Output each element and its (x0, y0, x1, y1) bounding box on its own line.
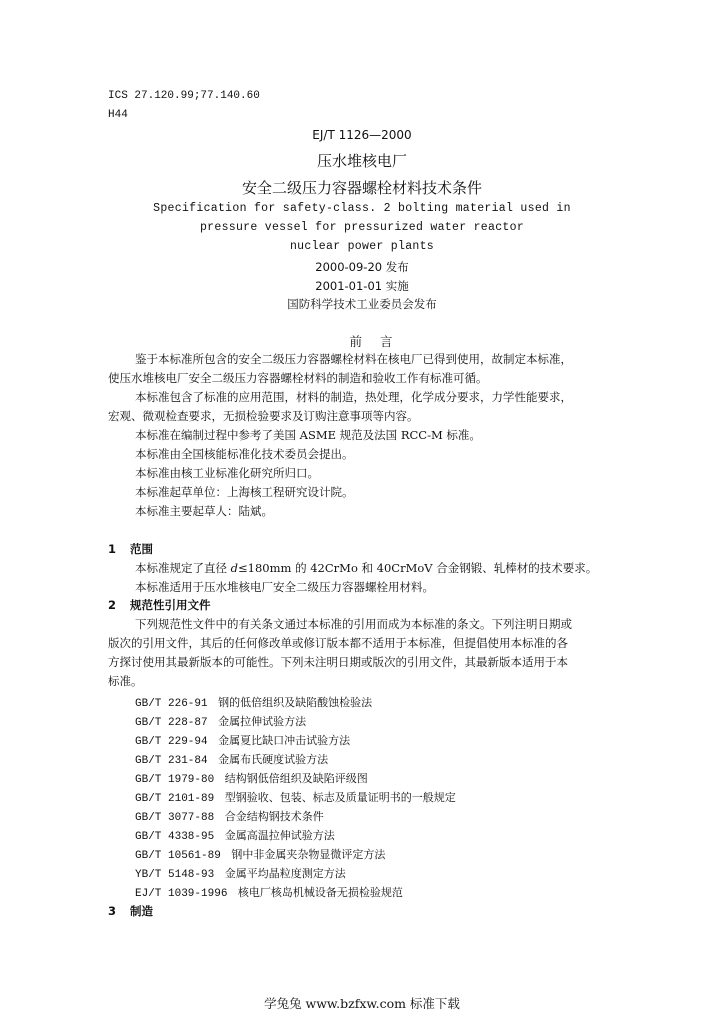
section-2-line: 下列规范性文件中的有关条文通过本标准的引用而成为本标准的条文。下列注明日期或 (135, 617, 572, 631)
reference-code: GB/T 10561-89 (135, 850, 221, 862)
reference-name: 金属平均晶粒度测定方法 (224, 867, 346, 880)
reference-item (135, 694, 372, 710)
reference-item (135, 884, 403, 900)
reference-item (135, 751, 328, 767)
english-title-line-1: Specification for safety-class. 2 bolting material used in (153, 202, 571, 215)
title-line-2: 安全二级压力容器螺栓材料技术条件 (241, 179, 482, 197)
foreword-line: 使压水堆核电厂安全二级压力容器螺栓材料的制造和验收工作有标准可循。 (108, 371, 488, 385)
foreword-line: 鉴于本标准所包含的安全二级压力容器螺栓材料在核电厂已得到使用，故制定本标准， (135, 352, 572, 366)
foreword-line: 本标准在编制过程中参考了美国 ASME 规范及法国 RCC-M 标准。 (135, 428, 481, 442)
reference-name: 合金结构钢技术条件 (224, 810, 324, 823)
reference-name: 钢中非金属夹杂物显微评定方法 (231, 848, 386, 861)
reference-name: 核电厂核岛机械设备无损检验规范 (237, 886, 403, 899)
foreword-line: 本标准起草单位：上海核工程研究设计院。 (135, 485, 354, 499)
reference-item (135, 732, 350, 748)
section-title: 制造 (130, 904, 153, 918)
reference-item (135, 789, 456, 805)
section-number: 1 (108, 542, 117, 556)
reference-code: GB/T 1979-80 (135, 774, 215, 786)
diameter-symbol: d (230, 561, 239, 575)
foreword-line: 本标准由核工业标准化研究所归口。 (135, 466, 319, 480)
reference-code: YB/T 5148-93 (135, 869, 215, 881)
reference-name: 结构钢低倍组织及缺陷评级图 (224, 772, 368, 785)
publisher: 国防科学技术工业委员会发布 (287, 297, 437, 311)
standard-number: EJ/T 1126—2000 (312, 128, 412, 142)
text-segment: ≤180mm 的 42CrMo 和 40CrMoV 合金钢锻、轧棒材的技术要求。 (238, 561, 598, 575)
title-line-1: 压水堆核电厂 (316, 152, 407, 170)
reference-code: GB/T 228-87 (135, 717, 208, 729)
reference-item (135, 713, 306, 729)
section-number: 3 (108, 904, 117, 918)
section-2-line: 版次的引用文件，其后的任何修改单或修订版本都不适用于本标准，但提倡使用本标准的各 (108, 636, 568, 650)
section-1-line: 本标准适用于压水堆核电厂安全二级压力容器螺栓用材料。 (135, 580, 434, 594)
reference-name: 金属布氏硬度试验方法 (218, 753, 329, 766)
foreword-line: 宏观、微观检查要求，无损检验要求及订购注意事项等内容。 (108, 409, 419, 423)
section-1-line (135, 559, 597, 578)
reference-item (135, 846, 385, 862)
section-3-heading (108, 903, 153, 919)
section-title: 范围 (130, 542, 153, 556)
reference-code: GB/T 231-84 (135, 755, 208, 767)
reference-name: 金属夏比缺口冲击试验方法 (218, 734, 351, 747)
reference-item (135, 827, 335, 843)
effective-date: 2001-01-01 实施 (315, 279, 409, 293)
reference-item (135, 808, 324, 824)
reference-name: 金属拉伸试验方法 (218, 715, 307, 728)
reference-item (135, 770, 368, 786)
reference-code: GB/T 229-94 (135, 736, 208, 748)
classification-code: H44 (108, 109, 128, 121)
english-title-line-2: pressure vessel for pressurized water reactor (199, 221, 525, 234)
foreword-line: 本标准包含了标准的应用范围，材料的制造，热处理，化学成分要求，力学性能要求， (135, 390, 572, 404)
section-1-heading (108, 541, 153, 557)
foreword-heading: 前言 (349, 334, 411, 349)
section-title: 规范性引用文件 (130, 598, 211, 612)
section-number: 2 (108, 598, 117, 612)
text-segment: 本标准规定了直径 (135, 561, 231, 575)
foreword-line: 本标准由全国核能标准化技术委员会提出。 (135, 447, 354, 461)
reference-name: 型钢验收、包装、标志及质量证明书的一般规定 (224, 791, 456, 804)
ics-code: ICS 27.120.99;77.140.60 (108, 90, 260, 102)
reference-code: GB/T 226-91 (135, 698, 208, 710)
section-2-heading (108, 597, 211, 613)
reference-name: 钢的低倍组织及缺陷酸蚀检验法 (218, 696, 373, 709)
reference-code: GB/T 3077-88 (135, 812, 215, 824)
release-date: 2000-09-20 发布 (315, 260, 409, 274)
reference-item (135, 865, 346, 881)
reference-code: GB/T 4338-95 (135, 831, 215, 843)
english-title-line-3: nuclear power plants (289, 240, 435, 253)
footer-watermark[interactable]: 学兔兔 www.bzfxw.com 标准下载 (264, 996, 460, 1011)
foreword-line: 本标准主要起草人：陆斌。 (135, 504, 273, 518)
reference-name: 金属高温拉伸试验方法 (224, 829, 335, 842)
reference-code: EJ/T 1039-1996 (135, 888, 228, 900)
section-2-line: 标准。 (108, 674, 143, 688)
reference-code: GB/T 2101-89 (135, 793, 215, 805)
section-2-line: 方探讨使用其最新版本的可能性。下列未注明日期或版次的引用文件，其最新版本适用于本 (108, 655, 568, 669)
